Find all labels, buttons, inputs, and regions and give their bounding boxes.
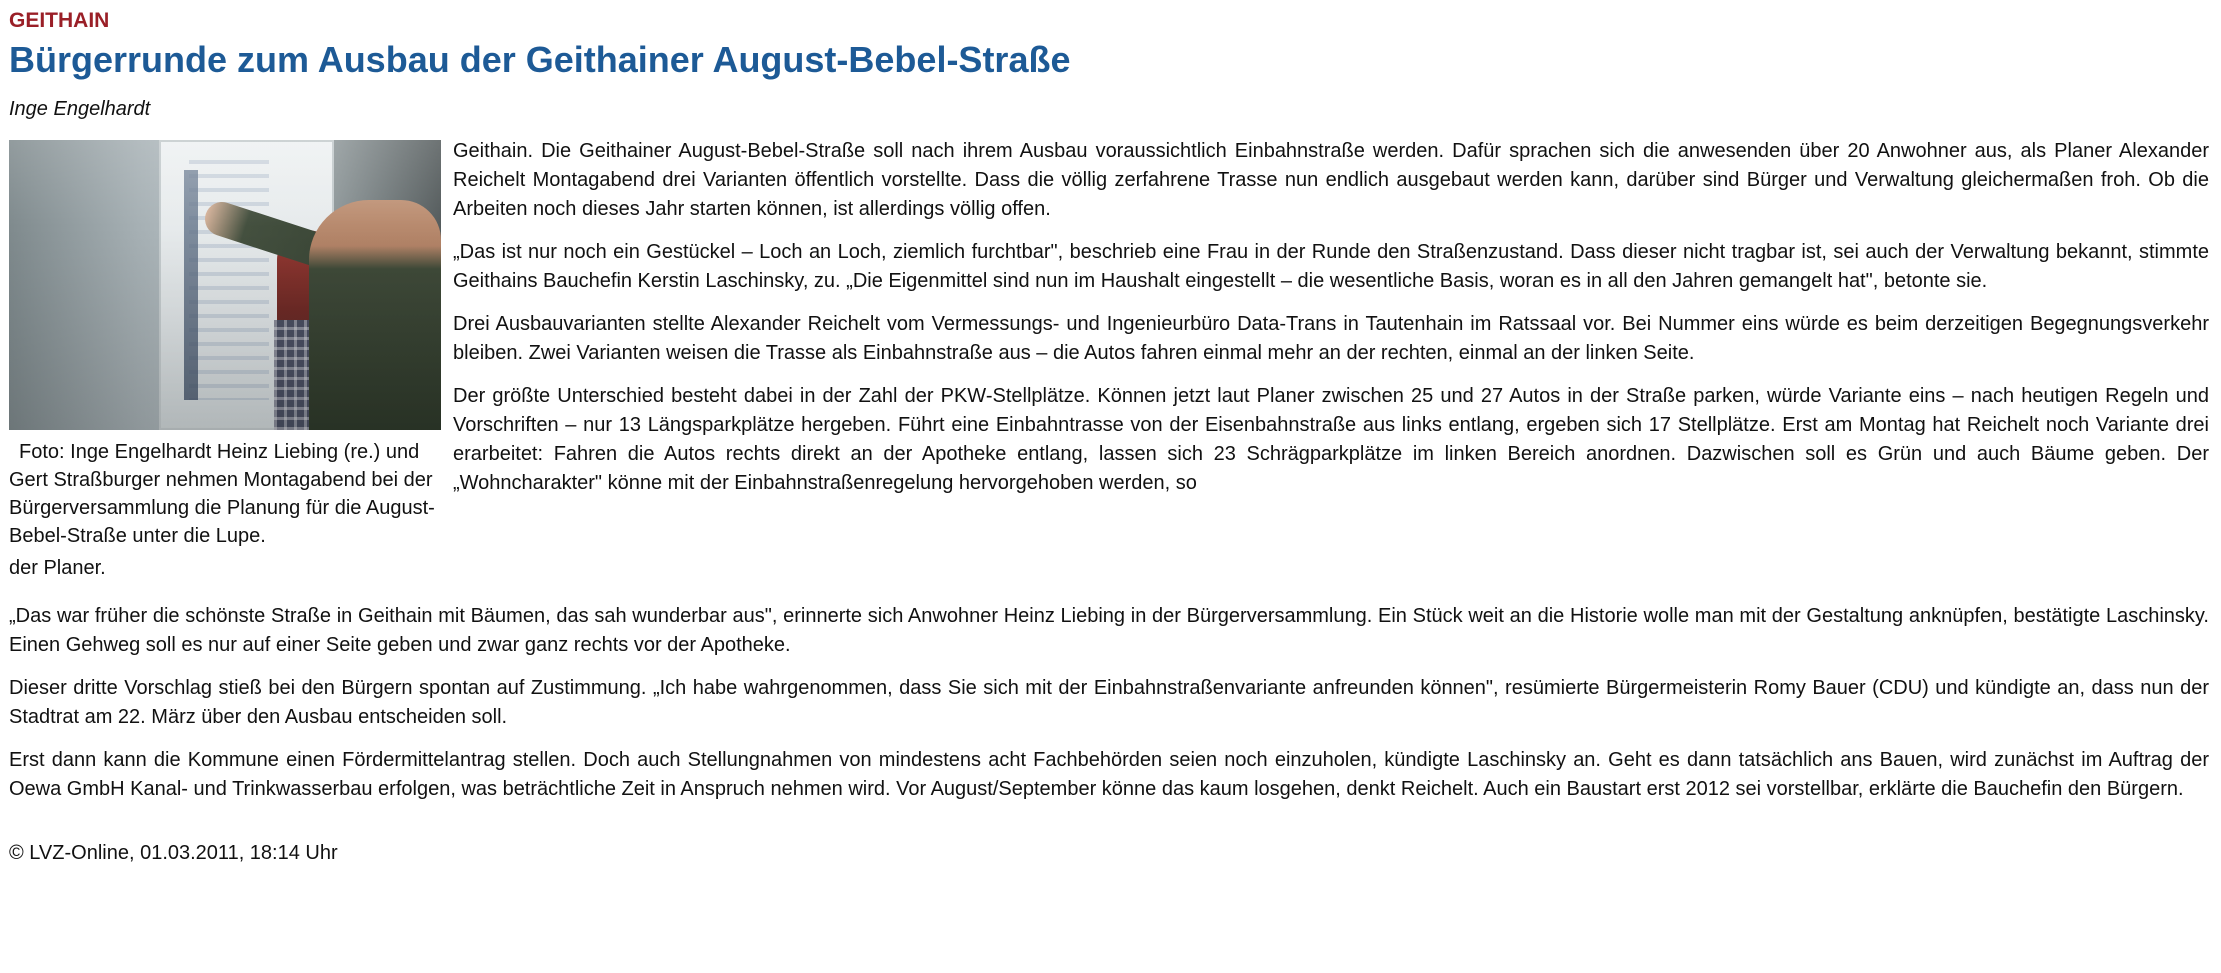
article-paragraph: Drei Ausbauvarianten stellte Alexander Reichelt vom Vermessungs- und Ingenieurbüro Data-Trans in Tautenhain im Ratssaal vor. Bei Nummer eins würde es beim derzeitigen Begegnungsverkehr bleiben. Zwei Varianten weisen die Trasse als Einbahnstraße aus – die Autos fahren einmal mehr an der rechten, einmal an der linken Seite.	[453, 313, 2209, 364]
article-paragraph: „Das war früher die schönste Straße in Geithain mit Bäumen, das sah wunderbar aus", erinnerte sich Anwohner Heinz Liebing in der Bürgerversammlung. Ein Stück weit an die Historie wolle man mit der Gestaltung anknüpfen, bestätigte Laschinsky. Einen Gehweg soll es nur auf einer Seite geben und zwar ganz rechts vor der Apotheke.	[9, 605, 2209, 656]
article	[9, 8, 2209, 866]
article-headline: Bürgerrunde zum Ausbau der Geithainer August-Bebel-Straße	[9, 39, 1071, 80]
article-author: Inge Engelhardt	[9, 98, 151, 120]
photo-caption-text: Foto: Inge Engelhardt Heinz Liebing (re.) und Gert Straßburger nehmen Montagabend bei der Bürgerversammlung die Planung für die August-Bebel-Straße unter die Lupe.	[9, 441, 435, 547]
section-kicker: GEITHAIN	[9, 9, 110, 32]
article-paragraph: Erst dann kann die Kommune einen Fördermittelantrag stellen. Doch auch Stellungnahmen von mindestens acht Fachbehörden seien noch einzuholen, kündigte Laschinsky an. Geht es dann tatsächlich ans Bauen, wird zunächst im Auftrag der Oewa GmbH Kanal- und Trinkwasserbau erfolgen, was beträchtliche Zeit in Anspruch nehmen wird. Vor August/September könne das kaum losgehen, denkt Reichelt. Auch ein Baustart erst 2012 sei vorstellbar, erklärte die Bauchefin den Bürgern.	[9, 749, 2209, 800]
article-paragraph: Dieser dritte Vorschlag stieß bei den Bürgern spontan auf Zustimmung. „Ich habe wahrgenommen, dass Sie sich mit der Einbahnstraßenvariante anfreunden können", resümierte Bürgermeisterin Romy Bauer (CDU) und kündigte an, dass nun der Stadtrat am 22. März über den Ausbau entscheiden soll.	[9, 677, 2209, 728]
photo-caption-extra: der Planer.	[9, 557, 106, 579]
copyright-line: © LVZ-Online, 01.03.2011, 18:14 Uhr	[9, 842, 338, 864]
article-top-section	[9, 140, 2209, 582]
article-text-column	[449, 140, 2209, 582]
photo-figure	[9, 140, 449, 582]
article-paragraph: Der größte Unterschied besteht dabei in der Zahl der PKW-Stellplätze. Können jetzt laut Planer zwischen 25 und 27 Autos in der Straße parken, würde Variante eins – nach heutigen Regeln und Vorschriften – nur 13 Längsparkplätze hergeben. Führt eine Einbahntrasse von der Eisenbahnstraße aus links entlang, ergeben sich 17 Stellplätze. Erst am Montag hat Reichelt noch Variante drei erarbeitet: Fahren die Autos rechts direkt an der Apotheke entlang, lassen sich 23 Schrägparkplätze im linken Bereich anordnen. Dazwischen soll es Grün und auch Bäume geben. Der „Wohncharakter" könne mit der Einbahnstraßenregelung hervorgehoben werden, so	[453, 385, 2209, 494]
photo-shading	[9, 140, 441, 430]
photo-caption	[9, 438, 449, 582]
article-full-width-text	[9, 602, 2209, 804]
article-paragraph: Geithain. Die Geithainer August-Bebel-Straße soll nach ihrem Ausbau voraussichtlich Einbahnstraße werden. Dafür sprachen sich die anwesenden über 20 Anwohner aus, als Planer Alexander Reichelt Montagabend drei Varianten öffentlich vorstellte. Dass die völlig zerfahrene Trasse nun endlich ausgebaut werden kann, darüber sind Bürger und Verwaltung gleichermaßen froh. Ob die Arbeiten noch dieses Jahr starten können, ist allerdings völlig offen.	[453, 140, 2209, 220]
article-paragraph: „Das ist nur noch ein Gestückel – Loch an Loch, ziemlich furchtbar", beschrieb eine Frau in der Runde den Straßenzustand. Dass dieser nicht tragbar ist, sei auch der Verwaltung bekannt, stimmte Geithains Bauchefin Kerstin Laschinsky, zu. „Die Eigenmittel sind nun im Haushalt eingestellt – die wesentliche Basis, woran es in all den Jahren gemangelt hat", betonte sie.	[453, 241, 2209, 292]
photo-planning-discussion-image	[9, 140, 441, 430]
